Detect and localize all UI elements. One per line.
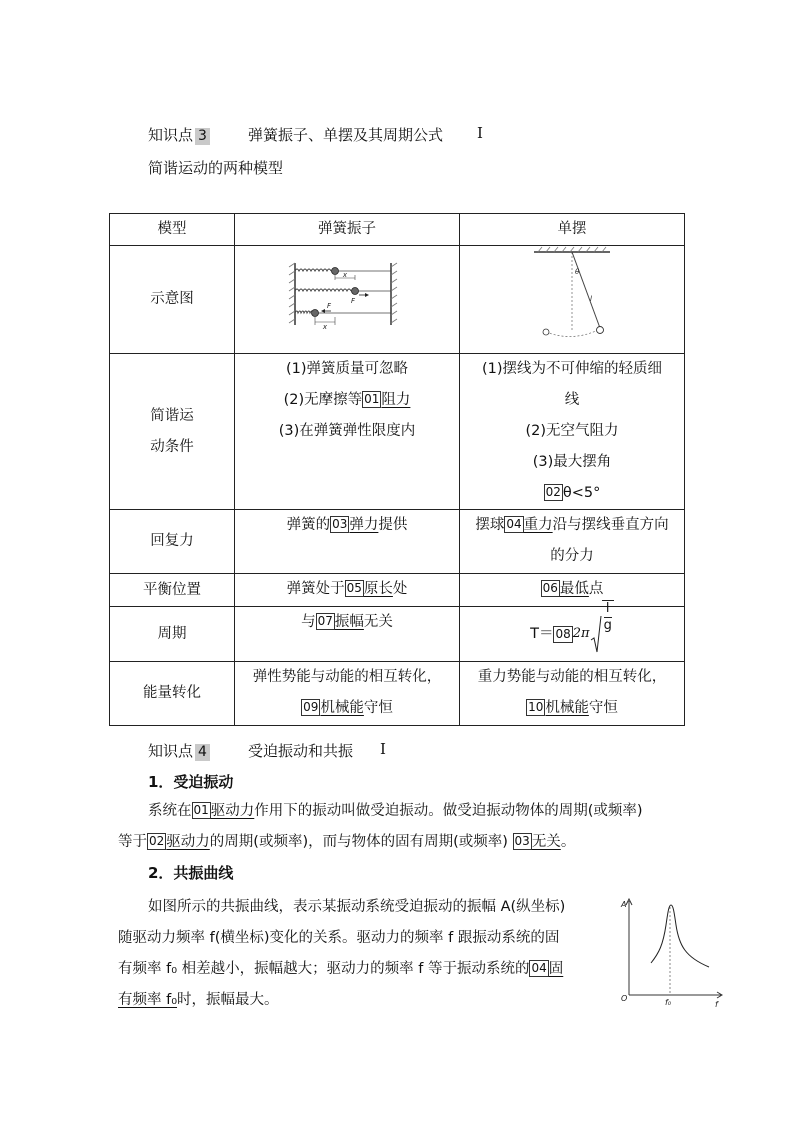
kp4-title: 受迫振动和共振: [248, 742, 354, 760]
graph-y-label: A: [621, 900, 627, 909]
spring-period-pre: 与: [301, 614, 316, 630]
kp3-label: 知识点: [148, 126, 194, 144]
spring-restoring-cell: [235, 510, 460, 574]
models-table: [109, 213, 685, 726]
blank-number: 01: [193, 803, 209, 817]
formula-fraction: [602, 600, 614, 634]
fraction-numerator: l: [605, 601, 610, 616]
blank-number: 08: [555, 626, 571, 641]
spring-condition-2-text: (2)无摩擦等: [283, 392, 363, 408]
simple-pendulum-diagram: [532, 246, 612, 341]
kp3-subtitle: 简谐运动的两种模型: [148, 159, 284, 177]
table-header-row: [110, 214, 685, 246]
blank-answer: 驱动力: [166, 834, 210, 850]
para1-post: 作用下的振动叫做受迫振动。做受迫振动物体的周期(或频率): [254, 803, 643, 819]
row-conditions: [110, 354, 685, 510]
blank-number: 09: [303, 700, 319, 714]
row-equilibrium: [110, 574, 685, 607]
spring-restoring-pre: 弹簧的: [286, 517, 331, 533]
blank-answer: 振幅: [334, 614, 364, 630]
pendulum-restoring-post2: 的分力: [550, 548, 594, 564]
blank-number: 04: [506, 517, 522, 531]
graph-origin-label: O: [621, 994, 628, 1003]
resonance-para-line4: [118, 986, 279, 1014]
blank-answer: 最低: [559, 581, 589, 597]
blank-number: 07: [317, 614, 333, 628]
graph-peak-label: f₀: [665, 998, 672, 1007]
blank-answer: 驱动力: [210, 803, 255, 819]
period-formula: [530, 601, 614, 654]
spring-equilibrium-cell: [235, 574, 460, 607]
pendulum-condition-1a: (1)摆线为不可伸缩的轻质细: [481, 361, 663, 377]
spring-energy-line2: [235, 693, 459, 724]
fraction-denominator: g: [603, 618, 612, 633]
spring-condition-1: (1)弹簧质量可忽略: [285, 361, 409, 377]
kp3-level: Ⅰ: [477, 124, 483, 142]
pendulum-condition-3: (3)最大摆角: [532, 454, 612, 470]
forced-vibration-para-line2: [118, 828, 575, 856]
pendulum-energy-line1: 重力势能与动能的相互转化，: [477, 669, 667, 685]
section-forced-vibration-title: 1．受迫振动: [148, 773, 234, 791]
row-restoring: [110, 510, 685, 574]
resonance-para-line2: 随驱动力频率 f(横坐标)变化的关系。驱动力的频率 f 跟振动系统的固: [118, 930, 560, 946]
pendulum-energy-post: 守恒: [588, 700, 618, 716]
blank-answer: θ<5°: [562, 485, 601, 501]
pendulum-diagram-cell: [460, 246, 685, 354]
spring-x-label-1: x: [342, 270, 348, 279]
pendulum-restoring-cell: [460, 510, 685, 574]
blank-answer: 机械能: [545, 700, 589, 716]
pendulum-condition-2: (2)无空气阻力: [525, 423, 619, 439]
pendulum-restoring-pre: 摆球: [475, 517, 505, 533]
formula-T: T＝: [530, 626, 554, 642]
conditions-label-line2: 动条件: [150, 438, 194, 455]
blank-answer: 有频率 f₀: [118, 992, 178, 1008]
row-energy: [110, 662, 685, 726]
blank-number: 10: [528, 700, 544, 714]
formula-coefficient: 2π: [572, 626, 590, 641]
spring-energy-cell: [235, 662, 460, 726]
resonance-curve-graph: [615, 895, 725, 1007]
blank-number: 03: [514, 834, 530, 848]
blank-number: 04: [531, 961, 547, 975]
spring-oscillator-diagram: [287, 259, 407, 329]
kp4-header: [148, 740, 210, 761]
row-diagram: [110, 246, 685, 354]
pendulum-length-label: l: [590, 295, 592, 303]
para3-pre: 有频率 f₀ 相差越小，振幅越大；驱动力的频率 f 等于振动系统的: [118, 961, 530, 977]
spring-condition-2: [235, 385, 459, 416]
pendulum-energy-line2: [460, 693, 684, 724]
blank-answer: 固: [548, 961, 564, 977]
blank-number: 06: [542, 581, 558, 595]
row-restoring-label: 回复力: [110, 510, 235, 574]
row-diagram-label: 示意图: [110, 246, 235, 354]
kp4-level: Ⅰ: [380, 740, 386, 758]
sqrt-icon: [590, 614, 602, 654]
blank-number: 02: [545, 485, 561, 499]
header-model: 模型: [110, 214, 235, 246]
pendulum-condition-1b: 线: [564, 392, 580, 408]
spring-conditions-cell: [235, 354, 460, 510]
kp3-title: 弹簧振子、单摆及其周期公式: [248, 126, 444, 144]
spring-equilibrium-post: 处: [392, 581, 408, 597]
spring-force-label-2: F: [327, 301, 332, 310]
blank-answer: 弹力: [349, 517, 379, 533]
section-resonance-curve-title: 2．共振曲线: [148, 864, 234, 882]
row-period: [110, 607, 685, 662]
pendulum-theta-label: θ: [575, 268, 580, 276]
spring-equilibrium-pre: 弹簧处于: [286, 581, 345, 597]
spring-energy-post: 守恒: [363, 700, 393, 716]
blank-number: 01: [364, 392, 380, 406]
para2-mid: 的周期(或频率)，而与物体的固有周期(或频率): [209, 834, 508, 850]
pendulum-energy-cell: [460, 662, 685, 726]
spring-x-label-2: x: [322, 322, 328, 329]
spring-energy-line1: 弹性势能与动能的相互转化，: [252, 669, 442, 685]
conditions-label-line1: 简谐运: [150, 407, 194, 424]
para2-end: 。: [560, 834, 576, 850]
row-period-label: 周期: [110, 607, 235, 662]
para2-pre: 等于: [118, 834, 147, 850]
header-spring: 弹簧振子: [235, 214, 460, 246]
row-equilibrium-label: 平衡位置: [110, 574, 235, 607]
spring-diagram-cell: [235, 246, 460, 354]
spring-force-label-1: F: [351, 296, 356, 305]
kp4-label: 知识点: [148, 742, 194, 760]
kp3-number: 3: [195, 128, 210, 145]
spring-period-cell: [235, 607, 460, 662]
pendulum-equilibrium-cell: [460, 574, 685, 607]
header-pendulum: 单摆: [460, 214, 685, 246]
para4-post: 时，振幅最大。: [177, 992, 279, 1008]
graph-x-label: f: [715, 1000, 718, 1007]
blank-answer: 阻力: [381, 392, 411, 408]
pendulum-restoring-post1: 沿与摆线垂直方向: [552, 517, 669, 533]
blank-number: 02: [149, 834, 165, 848]
pendulum-period-cell: [460, 601, 685, 662]
kp4-number: 4: [195, 744, 210, 761]
spring-period-post: 无关: [363, 614, 393, 630]
kp3-header: [148, 124, 210, 145]
para1-pre: 系统在: [148, 803, 192, 819]
blank-answer: 机械能: [320, 700, 364, 716]
forced-vibration-para-line1: [148, 797, 643, 825]
spring-restoring-post: 提供: [378, 517, 408, 533]
resonance-para-line1: 如图所示的共振曲线，表示某振动系统受迫振动的振幅 A(纵坐标): [148, 899, 566, 915]
resonance-para-line3: [118, 955, 563, 983]
spring-condition-3: (3)在弹簧弹性限度内: [278, 423, 416, 439]
blank-answer: 重力: [523, 517, 553, 533]
pendulum-equilibrium-post: 点: [588, 581, 604, 597]
pendulum-condition-4: [460, 478, 684, 509]
pendulum-conditions-cell: [460, 354, 685, 510]
blank-number: 05: [346, 581, 362, 595]
blank-answer: 原长: [363, 581, 393, 597]
blank-answer: 无关: [531, 834, 561, 850]
blank-number: 03: [332, 517, 348, 531]
row-energy-label: 能量转化: [110, 662, 235, 726]
row-conditions-label: [110, 354, 235, 510]
